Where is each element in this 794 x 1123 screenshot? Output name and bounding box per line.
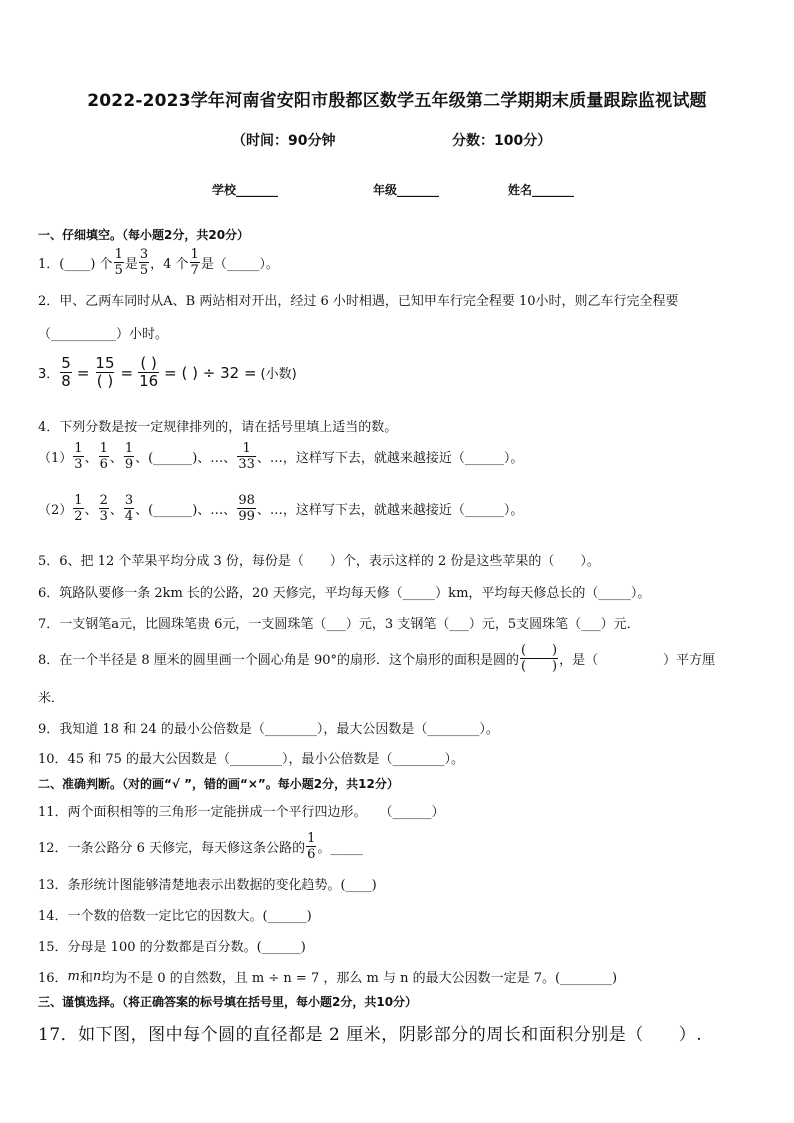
question-1: 1．(____) 个 $\frac{1}{5}$ 是 $\frac{3}{5}$ ，4 个 $\frac{1}{7}$ 是（_____）。	[38, 247, 279, 278]
question-4: 4．下列分数是按一定规律排列的，请在括号里填上适当的数。	[38, 420, 398, 435]
question-11: 11．两个面积相等的三角形一定能拼成一个平行四边形。 （______）	[38, 805, 445, 820]
section-3-heading: 三、谨慎选择。（将正确答案的标号填在括号里，每小题2分，共10分）	[38, 995, 418, 1009]
grade-field: 年级_______	[373, 183, 440, 197]
school-field: 学校_______	[212, 183, 279, 197]
name-field: 姓名_______	[508, 183, 575, 197]
question-14: 14．一个数的倍数一定比它的因数大。(______)	[38, 909, 312, 924]
question-10: 10．45 和 75 的最大公因数是（________），最小公倍数是（________）。	[38, 752, 465, 767]
section-1-heading: 一、仔细填空。（每小题2分，共20分）	[38, 228, 250, 242]
question-4-part-1: （1） $\frac{1}{3}$ 、 $\frac{1}{6}$ 、 $\frac{1}{9}$ 、(______)、…、 $\frac{1}{33}$ 、…，这样写下去，就越来越接近（______）。	[38, 441, 524, 472]
question-12: 12．一条公路分 6 天修完，每天修这条公路的 $\frac{1}{6}$ 。_____	[38, 831, 363, 862]
question-8-line-2: 米．	[38, 691, 65, 706]
section-2-heading: 二、准确判断。（对的画“√ ”，错的画“×”。每小题2分，共12分）	[38, 777, 399, 791]
exam-time: （时间：90分钟	[232, 133, 336, 149]
exam-score: 分数：100分）	[452, 133, 552, 149]
question-2-line-1: 2．甲、乙两车同时从A、B 两站相对开出，经过 6 小时相遇，已知甲车行完全程要 10小时，则乙车行完全程要	[38, 294, 679, 309]
question-17: 17．如下图，图中每个圆的直径都是 2 厘米，阴影部分的周长和面积分别是（ ）.	[38, 1025, 703, 1045]
page-title: 2022-2023学年河南省安阳市殷都区数学五年级第二学期期末质量跟踪监视试题	[87, 91, 707, 111]
question-13: 13．条形统计图能够清楚地表示出数据的变化趋势。(____)	[38, 878, 377, 893]
question-5: 5．6、把 12 个苹果平均分成 3 份，每份是（ ）个，表示这样的 2 份是这些苹果的（ ）。	[38, 554, 600, 569]
question-8-line-1: 8．在一个半径是 8 厘米的圆里画一个圆心角是 90°的扇形．这个扇形的面积是圆的 $\frac{( )}{( )}$ ，是（ ）平方厘	[38, 643, 716, 674]
question-9: 9．我知道 18 和 24 的最小公倍数是（________），最大公因数是（________）。	[38, 722, 499, 737]
question-15: 15．分母是 100 的分数都是百分数。(______)	[38, 940, 306, 955]
question-4-part-2: （2） $\frac{1}{2}$ 、 $\frac{2}{3}$ 、 $\frac{3}{4}$ 、(______)、…、 $\frac{98}{99}$ 、…，这样写下去，就越来越接近（______）。	[38, 493, 524, 524]
question-16: 16． m 和 n 均为不是 0 的自然数，且 m ÷ n = 7 ，那么 m 与 n 的最大公因数一定是 7。(________)	[38, 969, 618, 986]
question-2-line-2: （__________）小时。	[38, 327, 169, 342]
question-7: 7．一支钢笔a元，比圆珠笔贵 6元，一支圆珠笔（___）元，3 支钢笔（___）元，5支圆珠笔（___）元．	[38, 617, 640, 632]
question-3: 3． $\frac{5}{8}$ = $\frac{15}{( )}$ = $\frac{( )}{16}$ = ( ) ÷ 32 = (小数)	[38, 354, 297, 390]
question-6: 6．筑路队要修一条 2km 长的公路，20 天修完，平均每天修（_____）km，平均每天修总长的（_____）。	[38, 586, 651, 601]
